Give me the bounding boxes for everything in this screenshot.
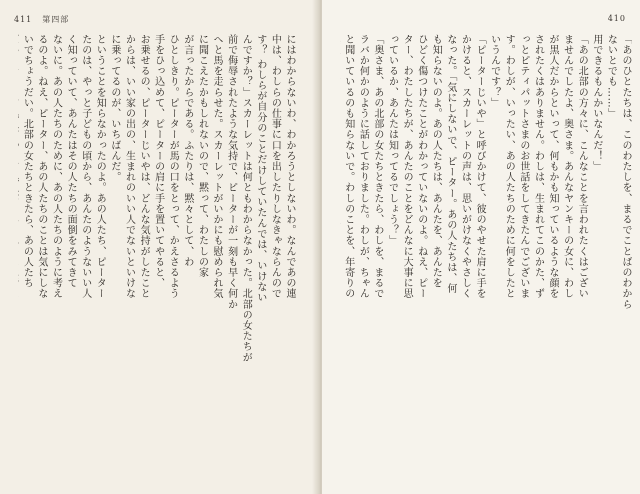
right-text-line: 「あのひとたちは、このわたしを、まるでことばのわから — [620, 34, 631, 310]
left-text-line: からは、いい家の出の、生まれのいい人でないといけな — [123, 34, 135, 299]
right-text-line: かけると、スカーレットの声は、思いがけなくやさしく — [459, 34, 471, 299]
left-text-line: にはわからないわ、わかろうとしないわ。なんであの連 — [284, 34, 295, 299]
right-text-line: と聞いているのも知らないで。わしのことを、年寄りの — [342, 34, 354, 299]
right-text-line: が黒人だからといって、何もかも知っているような顔を — [547, 34, 559, 299]
left-text-line: ひとしきり。ピーターが馬の口をとって、かえさるよう — [167, 34, 179, 299]
left-text-line: す？ わしらが自分のことだけしていたんでは、いけない — [254, 34, 266, 303]
left-text-line: お乗せるの、ピーターじいやは、どんな気持がしたこと — [138, 34, 150, 299]
left-text-line: るのよ。ねえ、ピーター、あの人たちのことは気にしな — [35, 34, 47, 299]
right-text-line: 「ピーターじいや」と呼びかけて、彼のやせた肩に手を — [474, 34, 486, 299]
left-text-line: ないに。あの人たちのために、あの人たちのように考え — [50, 34, 62, 299]
left-running-head — [14, 14, 69, 25]
left-text-line: 前で侮辱されたような気持で、ピーターが一刻も早く何か — [225, 34, 237, 310]
left-text-line: が言ったからである。ふたりは、黙々として、わ — [181, 34, 193, 268]
right-text-line: す。わしが、いったい、あの人たちのために何をしたと — [503, 34, 515, 299]
left-running-title: 第四部 — [42, 15, 70, 24]
left-text-line: 中は、わしらの仕事に口を出したりしなきゃならんので — [269, 34, 281, 299]
left-text-line: ということを知らなかったのよ。あの人たち、ピーター — [94, 34, 106, 299]
right-text-line: ター、わたしたちが、あんたのことをどんなに大事に思 — [401, 34, 413, 299]
right-text-line: ラバか何かのように話しておりました。わしが、ちゃん — [357, 34, 369, 299]
left-text-line — [18, 34, 19, 474]
left-text-line: 手をひっ込めて、ピーターの肩に手を置いてやると、 — [152, 34, 164, 289]
left-text-line: く知っていて、あんたはその人たちの面倒をみてきて — [65, 34, 77, 289]
left-text-line: んですか？」スカーレットは何ともわからなかった。北部の女たちが — [240, 34, 252, 363]
left-text-line: に聞こえたかもしれないので、黙って、わたしの家 — [196, 34, 208, 278]
right-text-line: 「あの北部の方々に、こんなことを言われたくはござい — [576, 34, 588, 299]
left-text-line: いでちょうだい。北部の女たちときたら、あの人たち — [21, 34, 33, 289]
right-text-line: されたくはありません。わしは、生まれてこのかた、ず — [532, 34, 544, 299]
right-running-head — [608, 14, 626, 23]
left-page — [0, 0, 318, 494]
right-text-line: ないとでも……」 — [605, 34, 617, 119]
right-text-line: ひどく傷つけたことがわかっていないのよ。ねえ、ピー — [415, 34, 427, 299]
right-page-number: 410 — [607, 14, 626, 23]
right-text-line: いうんです？」 — [488, 34, 500, 109]
left-text-line: へと馬を走らせた。スカーレットがいかにも慰められ気 — [211, 34, 223, 299]
right-text-line: も知らないのよ。あの人たちは、あんたを、あんたを — [430, 34, 442, 289]
right-text-line: なった。「気にしないで、ピーター。あの人たちは、何 — [444, 34, 456, 294]
left-text-line: たのは、やっと子どもの頃から、あんたのようないい人 — [79, 34, 91, 299]
right-text-line: っとピティパットさまのお世話をしてきたんでございま — [517, 34, 529, 299]
right-text-line: 用できるもんかいなんだ！」 — [590, 34, 602, 172]
right-text-line: っているか、あんたは知ってるでしょう？」 — [386, 34, 398, 246]
right-text-block — [340, 34, 632, 474]
left-page-number: 411 — [14, 15, 33, 24]
left-text-line: に乗ってるのが、いちばんだ。 — [108, 34, 120, 183]
right-text-line: 「奥さま、あの北部の女たちときたら、わしを、まるで — [371, 34, 383, 299]
left-text-block — [18, 34, 296, 474]
right-page — [322, 0, 640, 494]
right-text-line: ませんでしたよ、奥さま。あんなヤンキーの女に、わし — [561, 34, 573, 299]
